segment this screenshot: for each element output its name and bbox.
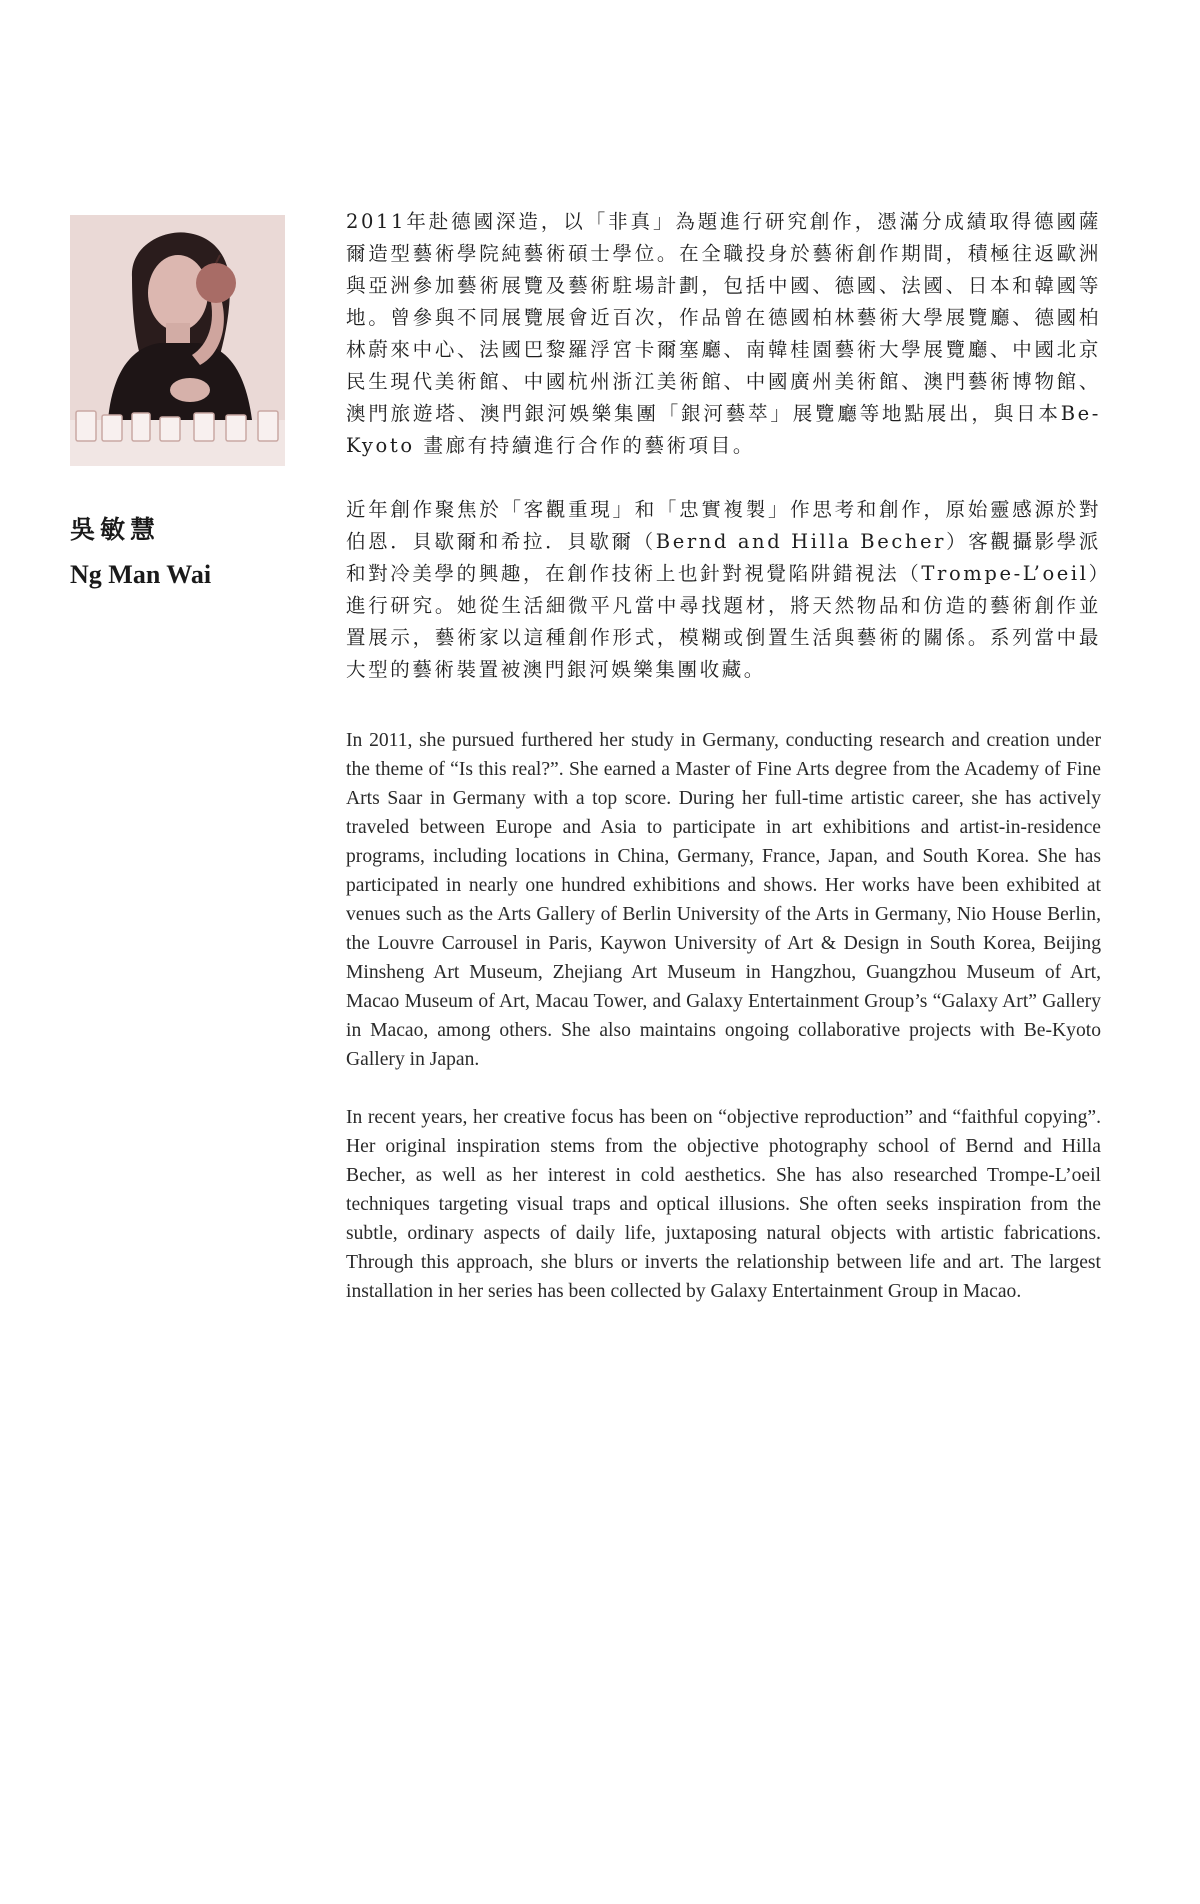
bio-en-paragraph-2: In recent years, her creative focus has been on “objective reproduction” and “faithful copying”. Her original inspiration stems from the objective photography school of Bernd and Hilla Becher, as well as her interest in cold aesthetics. She has also researched Trompe-L’oeil techniques targeting visual traps and optical illusions. She often seeks inspiration from the subtle, ordinary aspects of daily life, juxtaposing natural objects with artistic fabrications. Through this approach, she blurs or inverts the relationship between life and art. The largest installation in her series has been collected by Galaxy Entertainment Group in Macao. [346, 1107, 1101, 1302]
artist-portrait-photo-icon [70, 215, 285, 466]
bio-en-paragraph-1: In 2011, she pursued furthered her study in Germany, conducting research and creation under the theme of “Is this real?”. She earned a Master of Fine Arts degree from the Academy of Fine Arts Saar in Germany with a top score. During her full-time artistic career, she has actively traveled between Europe and Asia to participate in art exhibitions and artist-in-residence programs, including locations in China, Germany, France, Japan, and South Korea. She has participated in nearly one hundred exhibitions and shows. Her works have been exhibited at venues such as the Arts Gallery of Berlin University of the Arts in Germany, Nio House Berlin, the Louvre Carrousel in Paris, Kaywon University of Art & Design in South Korea, Beijing Minsheng Art Museum, Zhejiang Art Museum in Hangzhou, Guangzhou Museum of Art, Macao Museum of Art, Macau Tower, and Galaxy Entertainment Group’s “Galaxy Art” Gallery in Macao, among others. She also maintains ongoing collaborative projects with Be-Kyoto Gallery in Japan. [346, 730, 1101, 1070]
biography-text [346, 206, 1101, 1306]
artist-name-chinese: 吳敏慧 [70, 515, 161, 544]
artist-sidebar [70, 215, 285, 590]
bio-zh-paragraph-2: 近年創作聚焦於「客觀重現」和「忠實複製」作思考和創作，原始靈感源於對伯恩．貝歇爾和希拉．貝歇爾（Bernd and Hilla Becher）客觀攝影學派和對冷美學的興趣，在創作技術上也針對視覺陷阱錯視法（Trompe-L’oeil）進行研究。她從生活細微平凡當中尋找題材，將天然物品和仿造的藝術創作並置展示，藝術家以這種創作形式，模糊或倒置生活與藝術的關係。系列當中最大型的藝術裝置被澳門銀河娛樂集團收藏。 [346, 498, 1101, 681]
artist-name-english: Ng Man Wai [70, 560, 212, 589]
artist-portrait [70, 215, 285, 466]
bio-zh-paragraph-1: 2011年赴德國深造，以「非真」為題進行研究創作，憑滿分成績取得德國薩爾造型藝術學院純藝術碩士學位。在全職投身於藝術創作期間，積極往返歐洲與亞洲參加藝術展覽及藝術駐場計劃，包括中國、德國、法國、日本和韓國等地。曾參與不同展覽展會近百次，作品曾在德國柏林藝術大學展覽廳、德國柏林蔚來中心、法國巴黎羅浮宮卡爾塞廳、南韓桂園藝術大學展覽廳、中國北京民生現代美術館、中國杭州浙江美術館、中國廣州美術館、澳門藝術博物館、澳門旅遊塔、澳門銀河娛樂集團「銀河藝萃」展覽廳等地點展出，與日本Be-Kyoto 畫廊有持續進行合作的藝術項目。 [346, 210, 1101, 457]
